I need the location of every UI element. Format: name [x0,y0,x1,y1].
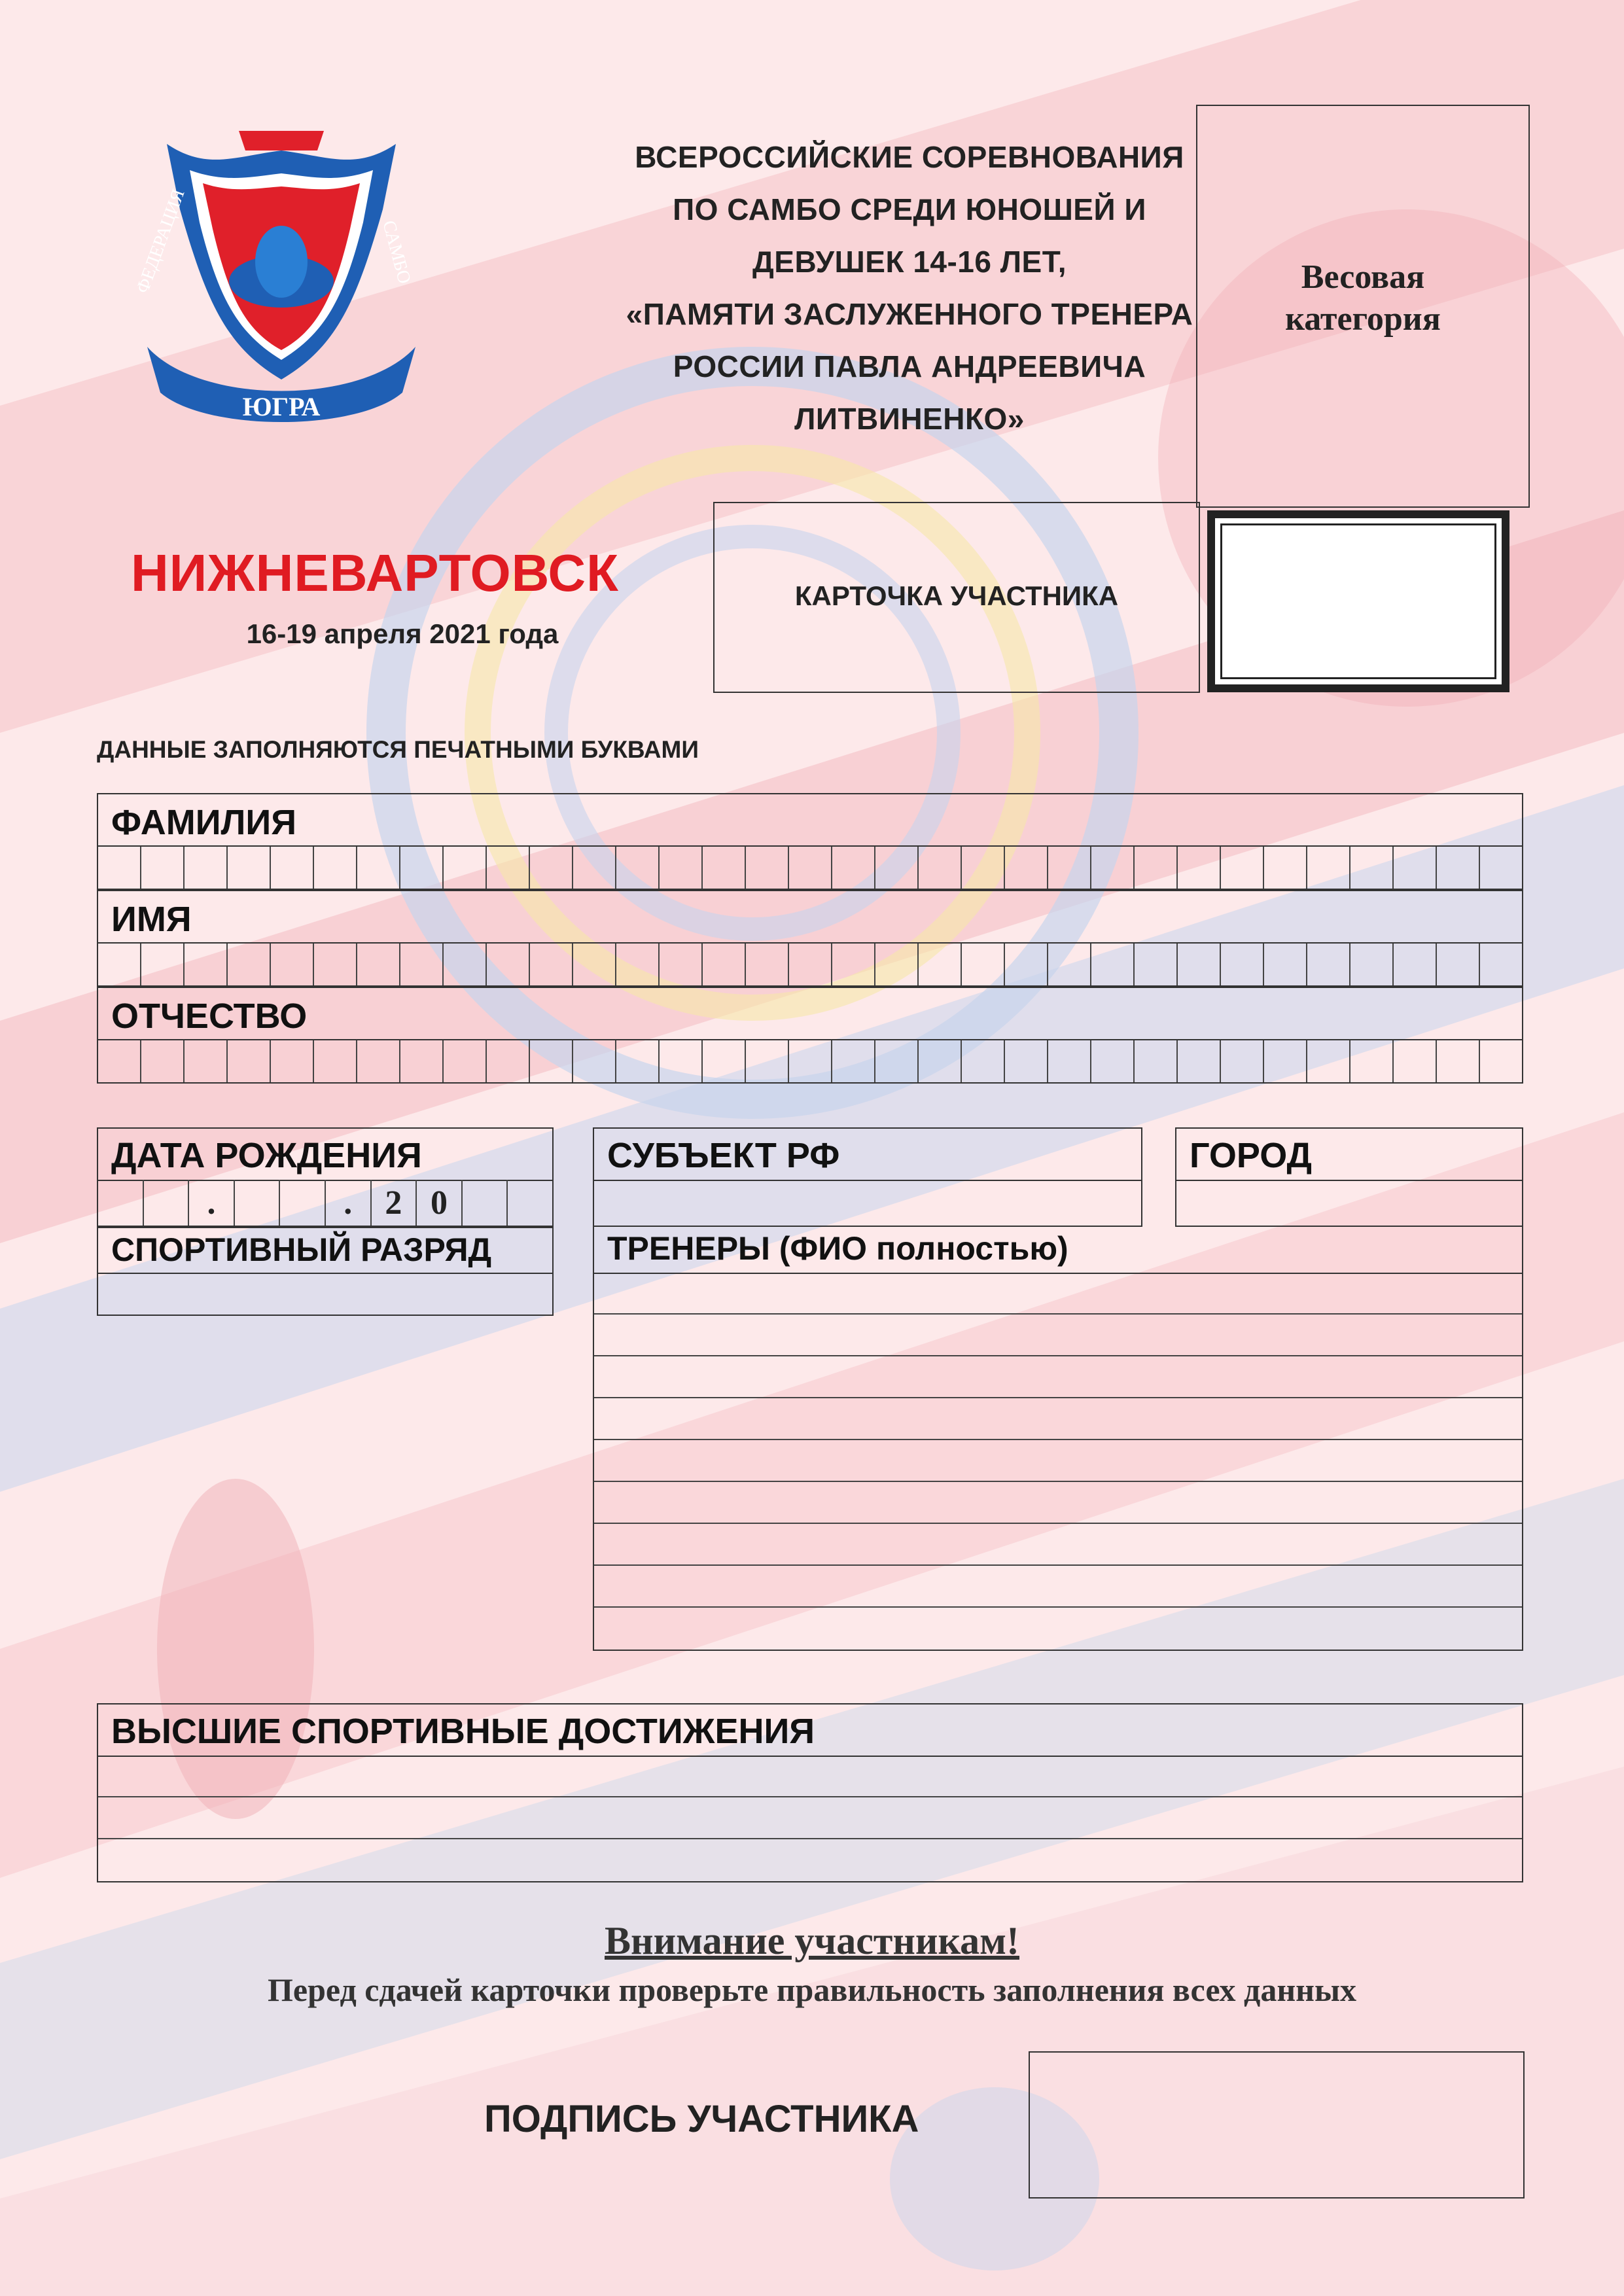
dob-cell[interactable] [235,1180,281,1226]
letter-cell[interactable] [1394,1040,1437,1082]
letter-cell[interactable] [1135,944,1178,985]
surname-cells[interactable] [97,847,1523,890]
letter-cell[interactable] [746,847,789,889]
letter-cell[interactable] [616,1040,660,1082]
coach-line[interactable] [594,1356,1522,1398]
card-title: КАРТОЧКА УЧАСТНИКА [794,580,1119,611]
letter-cell[interactable] [746,944,789,985]
name-cells[interactable] [97,944,1523,987]
coach-line[interactable] [594,1440,1522,1482]
letter-cell[interactable] [1221,944,1264,985]
dob-cell[interactable]: . [326,1180,372,1226]
letter-cell[interactable] [1091,847,1135,889]
achievements-lines[interactable] [97,1756,1523,1882]
letter-cell[interactable] [98,1040,141,1082]
letter-cell[interactable] [1005,944,1048,985]
achievement-line[interactable] [98,1756,1522,1797]
letter-cell[interactable] [444,1040,487,1082]
letter-cell[interactable] [487,944,530,985]
dob-cell[interactable]: 0 [417,1180,463,1226]
achievements-header [97,1703,1523,1757]
letter-cell[interactable] [1480,1040,1522,1082]
letter-cell[interactable] [400,1040,444,1082]
letter-cell[interactable] [1437,944,1480,985]
letter-cell[interactable] [660,1040,703,1082]
region-label: СУБЪЕКТ РФ [607,1136,840,1175]
logo-ribbon-bottom: ЮГРА [242,392,321,421]
letter-cell[interactable] [530,1040,573,1082]
letter-cell[interactable] [962,944,1005,985]
region-field[interactable] [593,1180,1142,1227]
logo-ribbon-left: ФЕДЕРАЦИЯ [132,186,189,296]
coach-line[interactable] [594,1566,1522,1608]
dob-cell[interactable]: 2 [372,1180,417,1226]
letter-cell[interactable] [228,847,271,889]
letter-cell[interactable] [530,944,573,985]
letter-cell[interactable] [1307,847,1350,889]
letter-cell[interactable] [141,944,185,985]
letter-cell[interactable] [228,1040,271,1082]
letter-cell[interactable] [875,1040,919,1082]
letter-cell[interactable] [1048,1040,1091,1082]
participant-number-box[interactable] [1207,510,1509,692]
letter-cell[interactable] [1437,1040,1480,1082]
letter-cell[interactable] [1221,847,1264,889]
letter-cell[interactable] [1221,1040,1264,1082]
letter-cell[interactable] [1394,944,1437,985]
rank-line[interactable] [98,1273,552,1315]
dob-cell[interactable]: . [189,1180,235,1226]
letter-cell[interactable] [1350,944,1394,985]
city-label: ГОРОД [1190,1136,1312,1175]
letter-cell[interactable] [271,847,314,889]
weight-category-box[interactable] [1196,105,1530,508]
letter-cell[interactable] [573,847,616,889]
letter-cell[interactable] [1394,847,1437,889]
letter-cell[interactable] [1135,1040,1178,1082]
letter-cell[interactable] [703,944,746,985]
letter-cell[interactable] [357,847,400,889]
patronymic-cells[interactable] [97,1040,1523,1084]
letter-cell[interactable] [616,944,660,985]
letter-cell[interactable] [832,1040,875,1082]
letter-cell[interactable] [530,847,573,889]
letter-cell[interactable] [789,1040,832,1082]
dob-cell[interactable] [98,1180,144,1226]
letter-cell[interactable] [444,847,487,889]
letter-cell[interactable] [185,1040,228,1082]
letter-cell[interactable] [1264,944,1307,985]
letter-cell[interactable] [487,1040,530,1082]
dob-cells[interactable] [97,1180,554,1227]
letter-cell[interactable] [962,1040,1005,1082]
letter-cell[interactable] [1437,847,1480,889]
letter-cell[interactable] [1350,1040,1394,1082]
letter-cell[interactable] [875,944,919,985]
coach-line[interactable] [594,1482,1522,1524]
logo-ribbon-right: САМБО [378,218,415,286]
letter-cell[interactable] [1480,944,1522,985]
letter-cell[interactable] [1005,847,1048,889]
letter-cell[interactable] [746,1040,789,1082]
achievement-line[interactable] [98,1839,1522,1881]
letter-cell[interactable] [357,944,400,985]
letter-cell[interactable] [357,1040,400,1082]
letter-cell[interactable] [1135,847,1178,889]
dob-cell[interactable] [280,1180,326,1226]
surname-label: ФАМИЛИЯ [111,803,297,842]
letter-cell[interactable] [98,944,141,985]
weight-category-label: Весовая категория [1285,258,1441,338]
city-field[interactable] [1175,1180,1523,1227]
city-header [1175,1127,1523,1181]
letter-cell[interactable] [919,1040,962,1082]
rank-field[interactable] [97,1273,554,1316]
signature-label: ПОДПИСЬ УЧАСТНИКА [484,2098,919,2140]
attention-heading: Внимание участникам! [605,1919,1019,1962]
letter-cell[interactable] [1480,847,1522,889]
achievements-label: ВЫСШИЕ СПОРТИВНЫЕ ДОСТИЖЕНИЯ [111,1712,815,1751]
rank-label: СПОРТИВНЫЙ РАЗРЯД [111,1231,492,1268]
letter-cell[interactable] [1307,944,1350,985]
event-dates: 16-19 апреля 2021 года [246,618,559,649]
letter-cell[interactable] [1091,1040,1135,1082]
letter-cell[interactable] [400,944,444,985]
letter-cell[interactable] [185,847,228,889]
letter-cell[interactable] [1264,1040,1307,1082]
letter-cell[interactable] [141,847,185,889]
name-header [97,890,1523,944]
check-note: Перед сдачей карточки проверьте правильность заполнения всех данных [268,1971,1356,2008]
coaches-label: ТРЕНЕРЫ (ФИО полностью) [607,1230,1068,1267]
letter-cell[interactable] [660,847,703,889]
letter-cell[interactable] [703,1040,746,1082]
coach-line[interactable] [594,1398,1522,1440]
letter-cell[interactable] [919,847,962,889]
letter-cell[interactable] [271,944,314,985]
letter-cell[interactable] [1264,847,1307,889]
achievement-line[interactable] [98,1797,1522,1839]
event-city: НИЖНЕВАРТОВСК [131,544,620,602]
letter-cell[interactable] [1048,944,1091,985]
dob-cell[interactable] [463,1180,508,1226]
dob-cell[interactable] [144,1180,190,1226]
letter-cell[interactable] [832,847,875,889]
letter-cell[interactable] [919,944,962,985]
letter-cell[interactable] [1178,944,1221,985]
event-title: ВСЕРОССИЙСКИЕ СОРЕВНОВАНИЯ ПО САМБО СРЕДИ ЮНОШЕЙ И ДЕВУШЕК 14-16 ЛЕТ, «ПАМЯТИ ЗАСЛУЖЕННОГО ТРЕНЕРА РОССИИ ПАВЛА АНДРЕЕВИЧА ЛИТВИНЕНКО» [626,140,1193,436]
letter-cell[interactable] [228,944,271,985]
letter-cell[interactable] [487,847,530,889]
letter-cell[interactable] [1178,847,1221,889]
letter-cell[interactable] [1005,1040,1048,1082]
dob-label: ДАТА РОЖДЕНИЯ [111,1136,422,1175]
letter-cell[interactable] [271,1040,314,1082]
letter-cell[interactable] [573,1040,616,1082]
coach-line[interactable] [594,1315,1522,1356]
patronymic-label: ОТЧЕСТВО [111,997,308,1036]
letter-cell[interactable] [1091,944,1135,985]
letter-cell[interactable] [185,944,228,985]
rank-header [97,1227,554,1274]
letter-cell[interactable] [962,847,1005,889]
dob-header [97,1127,554,1181]
letter-cell[interactable] [832,944,875,985]
coach-line[interactable] [594,1273,1522,1315]
letter-cell[interactable] [616,847,660,889]
card-title-box [713,502,1200,693]
letter-cell[interactable] [573,944,616,985]
letter-cell[interactable] [703,847,746,889]
letter-cell[interactable] [314,847,357,889]
dob-cell[interactable] [508,1180,552,1226]
letter-cell[interactable] [875,847,919,889]
coaches-header [593,1227,1523,1274]
form-instruction: ДАННЫЕ ЗАПОЛНЯЮТСЯ ПЕЧАТНЫМИ БУКВАМИ [97,736,699,763]
letter-cell[interactable] [660,944,703,985]
letter-cell[interactable] [1178,1040,1221,1082]
name-label: ИМЯ [111,900,192,939]
letter-cell[interactable] [314,944,357,985]
coach-line[interactable] [594,1524,1522,1566]
letter-cell[interactable] [789,944,832,985]
letter-cell[interactable] [314,1040,357,1082]
surname-header [97,793,1523,847]
region-header [593,1127,1142,1181]
signature-box[interactable] [1029,2051,1525,2199]
coaches-lines[interactable] [593,1273,1523,1651]
letter-cell[interactable] [141,1040,185,1082]
letter-cell[interactable] [1048,847,1091,889]
patronymic-header [97,987,1523,1040]
letter-cell[interactable] [444,944,487,985]
letter-cell[interactable] [1350,847,1394,889]
coach-line[interactable] [594,1608,1522,1650]
federation-logo [121,131,442,445]
letter-cell[interactable] [789,847,832,889]
letter-cell[interactable] [1307,1040,1350,1082]
participant-number-field[interactable] [1220,523,1496,679]
letter-cell[interactable] [98,847,141,889]
letter-cell[interactable] [400,847,444,889]
